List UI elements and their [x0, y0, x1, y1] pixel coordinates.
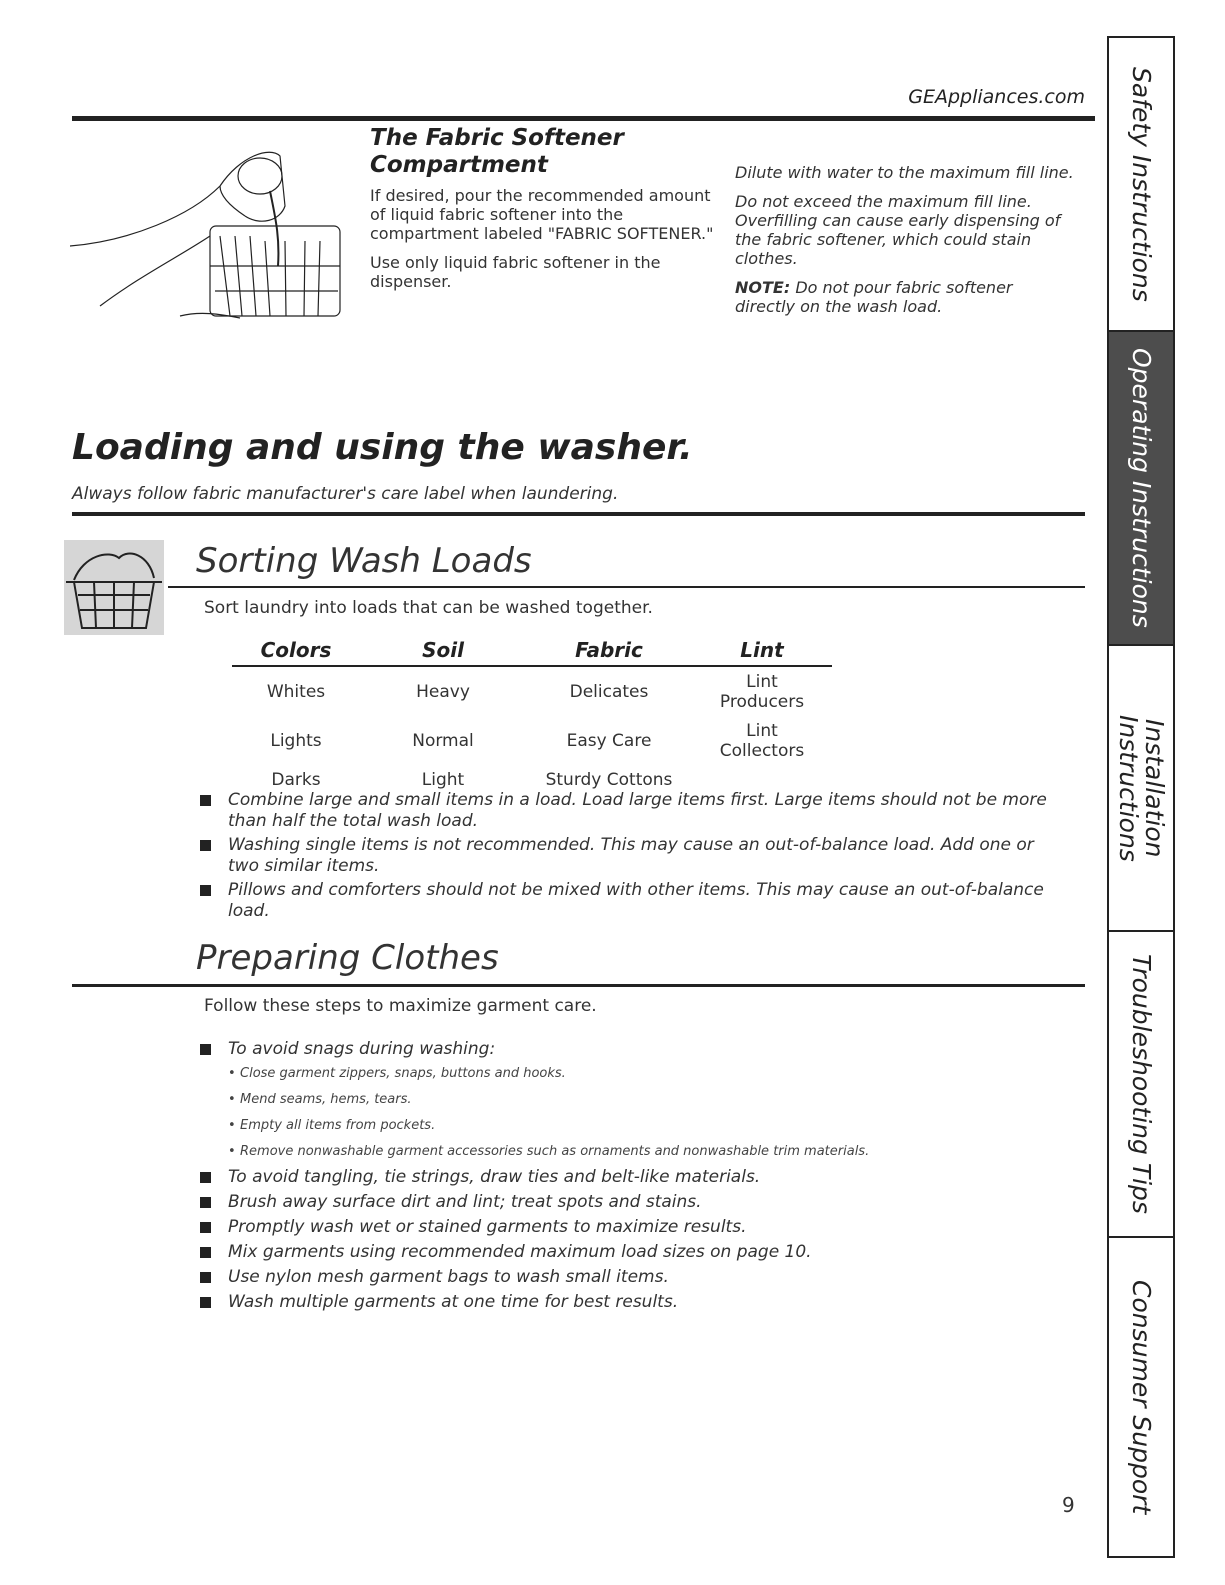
section-rule — [72, 512, 1085, 516]
table-cell: Easy Care — [566, 731, 652, 751]
fabric-softener-note: Dilute with water to the maximum fill line. — [735, 163, 1074, 182]
list-item-text: To avoid snags during washing: — [228, 1039, 496, 1059]
column-header: Lint — [692, 636, 832, 666]
tab-operating-instructions[interactable] — [1109, 332, 1173, 646]
preparing-rule — [72, 984, 1085, 987]
table-row — [232, 666, 832, 716]
square-bullet-icon — [200, 1247, 211, 1258]
list-item-text: Brush away surface dirt and lint; treat spots and stains. — [228, 1192, 702, 1212]
list-item — [200, 1039, 1070, 1163]
column-header: Colors — [232, 636, 360, 666]
list-item — [200, 1192, 1070, 1213]
tab-installation-instructions[interactable] — [1109, 646, 1173, 932]
preparing-intro: Follow these steps to maximize garment care. — [204, 996, 597, 1016]
table-cell: Heavy — [416, 682, 470, 702]
table-cell: Lint Producers — [719, 672, 805, 712]
preparing-bullet-list — [200, 1039, 1070, 1317]
square-bullet-icon — [200, 1297, 211, 1308]
table-cell: Normal — [412, 731, 474, 751]
tab-label: Installation Instructions — [1114, 714, 1169, 862]
page-title: Loading and using the washer. — [72, 427, 693, 468]
table-cell: Lint Collectors — [719, 721, 805, 761]
fabric-softener-body-paragraph: Use only liquid fabric softener in the dispenser. — [370, 253, 661, 291]
site-url: GEAppliances.com — [908, 86, 1085, 108]
list-item-text: Combine large and small items in a load. Load large items first. Large items should not be more than half the total wash load. — [228, 790, 1047, 831]
fabric-softener-note: Do not exceed the maximum fill line. Overfilling can cause early dispensing of the fabric softener, which could stain clothes. — [735, 192, 1061, 268]
sorting-table — [232, 636, 832, 794]
preparing-title: Preparing Clothes — [196, 938, 499, 978]
sub-bullet-list — [228, 1063, 1070, 1163]
tab-label: Operating Instructions — [1127, 348, 1156, 628]
sorting-bullet-list — [200, 790, 1070, 925]
square-bullet-icon — [200, 1197, 211, 1208]
sub-list-item: • Close garment zippers, snaps, buttons and hooks. — [228, 1063, 1070, 1085]
list-item — [200, 835, 1070, 877]
sub-list-item: • Empty all items from pockets. — [228, 1115, 1070, 1137]
square-bullet-icon — [200, 840, 211, 851]
list-item-text: Mix garments using recommended maximum load sizes on page 10. — [228, 1242, 812, 1262]
list-item-text: Use nylon mesh garment bags to wash small items. — [228, 1267, 669, 1287]
fabric-softener-title: The Fabric Softener Compartment — [370, 125, 624, 178]
table-cell: Darks — [271, 770, 321, 790]
sub-list-item: • Remove nonwashable garment accessories such as ornaments and nonwashable trim materials. — [228, 1141, 1070, 1163]
page-subtitle: Always follow fabric manufacturer's care label when laundering. — [72, 484, 619, 504]
list-item — [200, 1217, 1070, 1238]
sorting-intro: Sort laundry into loads that can be washed together. — [204, 598, 653, 618]
table-row — [232, 716, 832, 765]
table-cell: Light — [421, 770, 465, 790]
list-item — [200, 1267, 1070, 1288]
list-item — [200, 790, 1070, 832]
square-bullet-icon — [200, 1044, 211, 1055]
note-label: NOTE: — [735, 278, 791, 297]
list-item-text: Washing single items is not recommended. This may cause an out-of-balance load. Add one or two similar items. — [228, 835, 1034, 876]
fabric-softener-body-paragraph: If desired, pour the recommended amount of liquid fabric softener into the compartment labeled "FABRIC SOFTENER." — [370, 186, 714, 243]
tab-consumer-support[interactable] — [1109, 1238, 1173, 1556]
tab-label: Consumer Support — [1127, 1279, 1156, 1515]
tab-safety-instructions[interactable] — [1109, 38, 1173, 332]
note-text: Do not pour fabric softener directly on the wash load. — [735, 278, 1013, 316]
fabric-softener-pour-illustration — [70, 146, 350, 326]
table-header-row — [232, 636, 832, 666]
section-tabs — [1107, 36, 1175, 1558]
fabric-softener-body — [370, 186, 720, 301]
list-item-text: To avoid tangling, tie strings, draw ties and belt-like materials. — [228, 1167, 761, 1187]
tab-label: Troubleshooting Tips — [1127, 954, 1156, 1214]
square-bullet-icon — [200, 885, 211, 896]
list-item-text: Promptly wash wet or stained garments to maximize results. — [228, 1217, 747, 1237]
laundry-basket-icon — [64, 540, 164, 635]
fabric-softener-notes — [735, 163, 1075, 326]
column-header: Fabric — [526, 636, 692, 666]
fabric-softener-note — [735, 278, 1075, 316]
square-bullet-icon — [200, 1272, 211, 1283]
top-rule — [72, 116, 1095, 121]
list-item — [200, 1292, 1070, 1313]
list-item-text: Pillows and comforters should not be mixed with other items. This may cause an out-of-balance load. — [228, 880, 1044, 921]
tab-label: Safety Instructions — [1127, 66, 1156, 302]
table-cell: Lights — [270, 731, 322, 751]
list-item-text: Wash multiple garments at one time for best results. — [228, 1292, 679, 1312]
square-bullet-icon — [200, 795, 211, 806]
list-item — [200, 880, 1070, 922]
square-bullet-icon — [200, 1222, 211, 1233]
list-item — [200, 1242, 1070, 1263]
page-number: 9 — [1062, 1493, 1075, 1517]
tab-troubleshooting-tips[interactable] — [1109, 932, 1173, 1238]
sorting-rule — [168, 586, 1085, 588]
square-bullet-icon — [200, 1172, 211, 1183]
sorting-title: Sorting Wash Loads — [196, 541, 532, 581]
table-cell: Delicates — [569, 682, 649, 702]
list-item — [200, 1167, 1070, 1188]
column-header: Soil — [360, 636, 526, 666]
table-cell: Sturdy Cottons — [545, 770, 673, 790]
sub-list-item: • Mend seams, hems, tears. — [228, 1089, 1070, 1111]
table-cell: Whites — [266, 682, 326, 702]
